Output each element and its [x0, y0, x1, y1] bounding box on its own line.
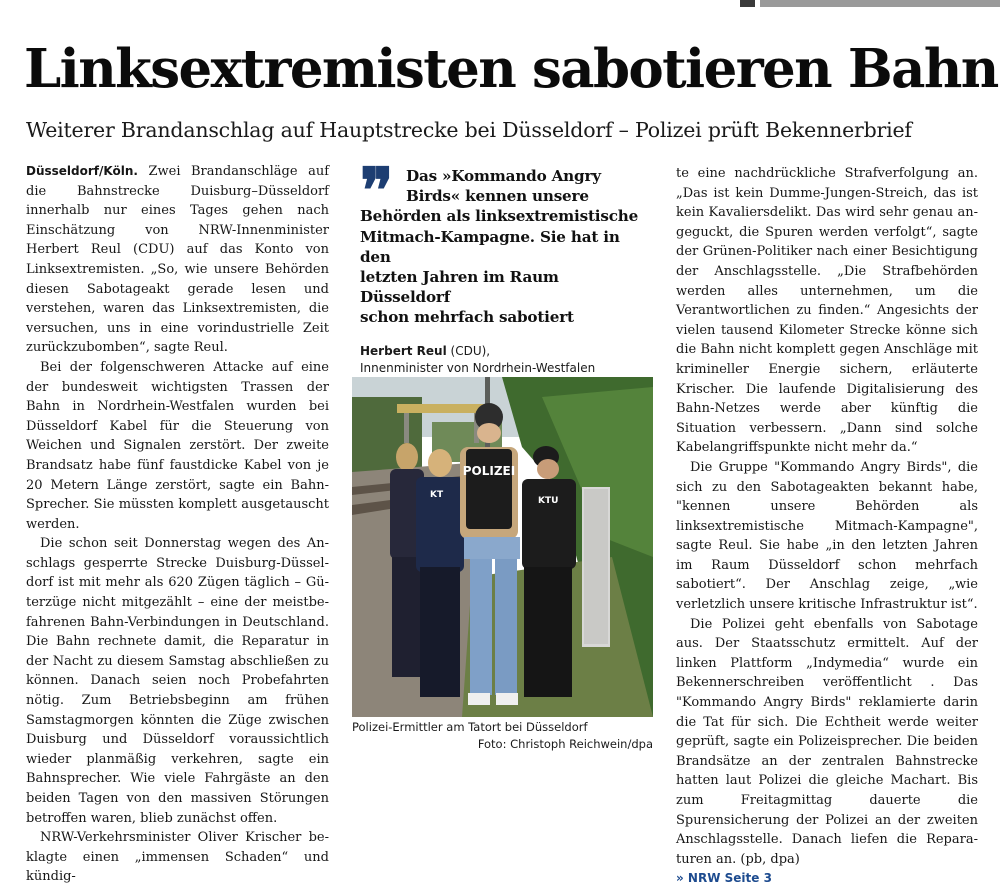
- headline: Linksextremisten sabotieren Bahn: [24, 38, 998, 100]
- photo-caption: [352, 719, 653, 753]
- quote-line: Behörden als linksextremistische: [360, 207, 639, 226]
- paragraph-4: [26, 828, 329, 887]
- badge-label-ktu: KTU: [538, 496, 559, 506]
- article-column-right: [676, 164, 978, 889]
- quote-line: schon mehrfach sabotiert: [360, 308, 574, 327]
- caption-text: Polizei-Ermittler am Tatort bei Düsseldorf: [352, 720, 588, 734]
- quote-mark-icon: ❞: [360, 154, 394, 227]
- quote-line: letzten Jahren im Raum Düsseldorf: [360, 268, 559, 307]
- article-column-left: [26, 162, 329, 887]
- dateline: Düsseldorf/Köln.: [26, 164, 138, 178]
- paragraph-7-text: Die Polizei geht ebenfalls von Sabotage aus. Der Staatsschutz ermittelt. Auf der linken Plattform „Indymedia“ wurde ein Bekennerschreiben veröffentlicht . Das "Kommando Angry Birds" reklamierte darin die Tat für sich. Die Echtheit werde weiter geprüft, sagte ein Polizeisprecher. Die beiden Brandsätze an der zentralen Bahnstrecke hatten laut Polizei die gleiche Machart. Bis zum Freitagmittag dauerte die Spurensicherung der Polizei an der zweiten Anschlagsstelle. Danach liefen die Reparaturen an. (pb, dpa): [676, 616, 978, 867]
- quote-text: [360, 166, 652, 328]
- pull-quote: [360, 154, 652, 377]
- top-image-strip: [0, 0, 1000, 7]
- quote-line: Birds« kennen unsere: [406, 187, 589, 206]
- paragraph-5: [676, 164, 978, 458]
- quote-author-name: Herbert Reul: [360, 343, 447, 358]
- paragraph-1: [26, 162, 329, 358]
- badge-label-kt: KT: [430, 490, 444, 500]
- subheadline: Weiterer Brandanschlag auf Hauptstrecke bei Düsseldorf – Polizei prüft Bekennerbrief: [26, 118, 912, 142]
- quote-line: Mitmach-Kampagne. Sie hat in den: [360, 227, 620, 266]
- paragraph-7: [676, 615, 978, 870]
- related-link-nrw[interactable]: » NRW Seite 3: [676, 871, 772, 886]
- paragraph-1-text: Zwei Brandanschläge auf die Bahnstrecke Duisburg–Düsseldorf innerhalb nur eines Tages gehen nach Einschätzung von NRW-Innenminister Herbert Reul (CDU) auf das Konto von Linksextremisten. „So, wie unsere Behörden diesen Sabotageakt gerade lesen und verstehen, waren das Linksextremisten, die versuchen, uns in eine vorindustrielle Zeit zurückzubomben“, sagte Reul.: [26, 164, 330, 356]
- article-photo: [352, 377, 653, 717]
- paragraph-2: [26, 358, 329, 534]
- paragraph-6: [676, 458, 978, 615]
- photo-police-investigators: [352, 377, 653, 717]
- vest-label: POLIZEI: [462, 464, 516, 478]
- quote-author-role: Innenminister von Nordrhein-Westfalen: [360, 360, 596, 375]
- related-link-paragraph: [676, 869, 978, 889]
- paragraph-5-text: te eine nachdrückliche Strafverfolgung an. „Das ist kein Dumme-Jungen-Streich, das ist kein Kavaliersdelikt. Das wird sehr genau angeguckt, die Spuren werden verfolgt“, sagte der Grünen-Politiker nach einer Besichtigung der Anschlagsstelle. „Die Strafbehörden werden alles unternehmen, um die Verantwortlichen zu finden.“ Angesichts der vielen tausend Kilometer Strecke könne sich die Bahn nicht komplett gegen Anschläge mit krimineller Energie sichern, erläuterte Krischer. Die laufende Digitalisierung des Bahn-Netzes werde aber künftig die Situation verbessern. „Dann sind solche Kabelangriffspunkte nicht mehr da.“: [676, 166, 978, 456]
- paragraph-2-text: Bei der folgenschweren Attacke auf eine der bundesweit wichtigsten Trassen der Bahn in Nordrhein-Westfalen wurden bei Düsseldorf Kabel für die Steuerung von Weichen und Signalen zerstört. Der zweite Brandsatz habe fünf faustdicke Kabel von je 20 Metern Länge zerstört, sagte ein Bahn-Sprecher. Sie müssten komplett ausgetauscht werden.: [26, 359, 329, 532]
- paragraph-4-text: NRW-Verkehrsminister Oliver Krischer beklagte einen „immensen Schaden“ und kündig-: [26, 830, 329, 885]
- quote-author: [360, 343, 652, 377]
- paragraph-6-text: Die Gruppe "Kommando Angry Birds", die sich zu den Sabotageakten bekannt habe, "kennen unsere Behörden als linksextremistische Mitmach-Kampagne", sagte Reul. Sie habe „in den letzten Jahren im Raum Düsseldorf schon mehrfach sabotiert“. Der Anschlag zeige, „wie verletzlich unsere kritische Infrastruktur ist“.: [676, 459, 978, 613]
- paragraph-3: [26, 534, 329, 828]
- quote-line: Das »Kommando Angry: [406, 167, 601, 185]
- photo-credit: Foto: Christoph Reichwein/dpa: [477, 737, 653, 751]
- quote-author-party: (CDU),: [446, 343, 491, 358]
- paragraph-3-text: Die schon seit Donnerstag wegen des Anschlags gesperrte Strecke Duisburg-Düsseldorf ist mit mehr als 620 Zügen täglich – Güterzüge nicht mitgezählt – eine der meistbefahrenen Bahn-Verbindungen in Deutschland. Die Bahn rechnete damit, die Reparatur in der Nacht zu diesem Samstag abschließen zu können. Danach seien noch Probefahrten nötig. Zum Betriebsbeginn am frühen Samstagmorgen könnten die Züge zwischen Duisburg und Düsseldorf voraussichtlich wieder planmäßig verkehren, sagte ein Bahnsprecher. Wie viele Fahrgäste an den beiden Tagen von den massiven Störungen betroffen waren, blieb zunächst offen.: [26, 536, 329, 826]
